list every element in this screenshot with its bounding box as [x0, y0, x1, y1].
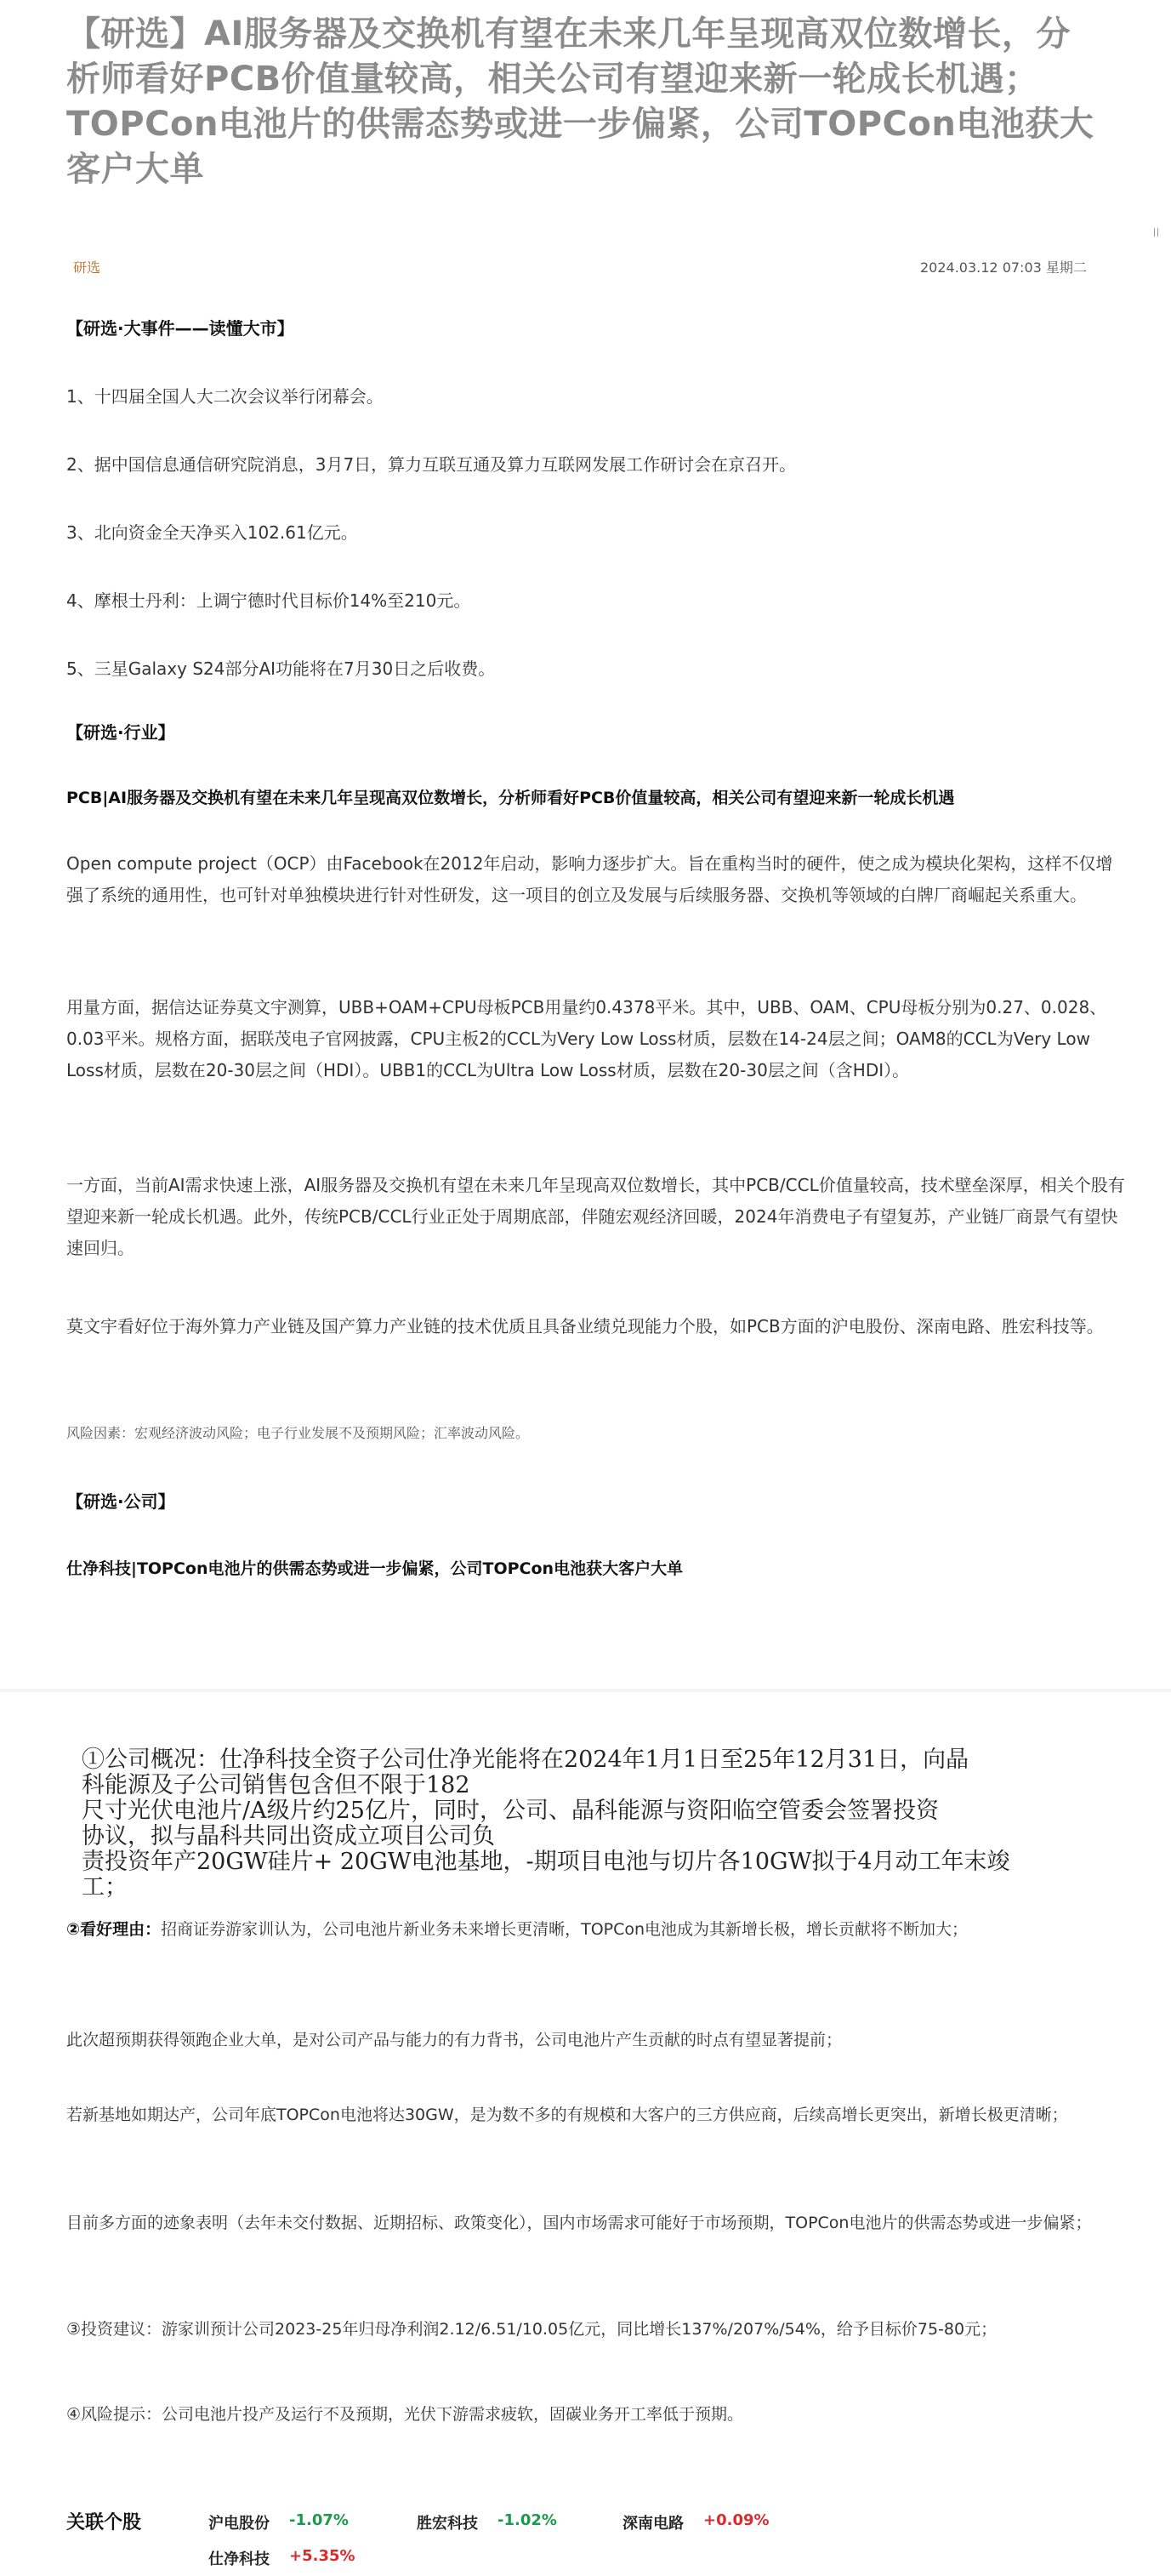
company-paragraph: 若新基地如期达产，公司年底TOPCon电池将达30GW，是为数不多的有规模和大客户的三方供应商，后续高增长更突出，新增长极更清晰；	[66, 2106, 1068, 2124]
company-paragraph: 目前多方面的迹象表明（去年未交付数据、近期招标、政策变化），国内市场需求可能好于市场预期，TOPCon电池片的供需态势或进一步偏紧；	[66, 2214, 1092, 2232]
risk-note: 风险因素：宏观经济波动风险；电子行业发展不及预期风险；汇率波动风险。	[66, 1425, 530, 1441]
section-heading-industry: 【研选·行业】	[66, 722, 175, 743]
stock-change-shijing: +5.35%	[289, 2547, 355, 2565]
industry-subtitle: PCB|AI服务器及交换机有望在未来几年呈现高双位数增长，分析师看好PCB价值量较高，相关公司有望迎来新一轮成长机遇	[66, 789, 955, 807]
event-item: 3、北向资金全天净买入102.61亿元。	[66, 522, 358, 543]
article-title: 【研选】AI服务器及交换机有望在未来几年呈现高双位数增长，分析师看好PCB价值量较高，相关公司有望迎来新一轮成长机遇；TOPCon电池片的供需态势或进一步偏紧，公司TOPCon电池获大客户大单	[66, 14, 1094, 189]
article-date: 2024.03.12 07:03 星期二	[920, 259, 1087, 276]
investment-advice: ③投资建议：游家训预计公司2023-25年归母净利润2.12/6.51/10.05亿元，同比增长137%/207%/54%，给予目标价75-80元；	[66, 2320, 998, 2339]
company-overview-line: ①公司概况：仕净科技全资子公司仕净光能将在2024年1月1日至25年12月31日，向晶	[82, 1747, 969, 1773]
page-edge-mark	[1154, 228, 1159, 237]
industry-paragraph: 用量方面，据信达证券莫文宇测算，UBB+OAM+CPU母板PCB用量约0.4378平米。其中，UBB、OAM、CPU母板分别为0.27、0.028、0.03平米。规格方面，据联茂电子官网披露，CPU主板2的CCL为Very Low Loss材质，层数在14-24层之间；OAM8的CCL为Very Low Loss材质，层数在20-30层之间（HDI）。UBB1的CCL为Ultra Low Loss材质，层数在20-30层之间（含HDI）。	[66, 997, 1107, 1080]
company-overview-line: 工；	[82, 1874, 128, 1901]
stock-name-shijing[interactable]: 仕净科技	[208, 2550, 270, 2568]
stock-change-shennan: +0.09%	[703, 2511, 770, 2529]
article-source[interactable]: 研选	[73, 259, 101, 276]
stock-name-shennan[interactable]: 深南电路	[622, 2515, 684, 2533]
event-item: 5、三星Galaxy S24部分AI功能将在7月30日之后收费。	[66, 658, 496, 679]
stock-name-shenghong[interactable]: 胜宏科技	[417, 2515, 478, 2533]
company-overview-line: 协议，拟与晶科共同出资成立项目公司负	[82, 1823, 495, 1849]
industry-paragraph: 一方面，当前AI需求快速上涨，AI服务器及交换机有望在未来几年呈现高双位数增长，其中PCB/CCL价值量较高，技术壁垒深厚，相关个股有望迎来新一轮成长机遇。此外，传统PCB/CCL行业正处于周期底部，伴随宏观经济回暖，2024年消费电子有望复苏，产业链厂商景气有望快速回归。	[66, 1175, 1125, 1258]
risk-hint: ④风险提示：公司电池片投产及运行不及预期，光伏下游需求疲软，固碳业务开工率低于预期。	[66, 2405, 744, 2424]
section-divider	[0, 1689, 1171, 1692]
event-item: 4、摩根士丹利：上调宁德时代目标价14%至210元。	[66, 590, 471, 611]
company-paragraph: 此次超预期获得领跑企业大单，是对公司产品与能力的有力背书，公司电池片产生贡献的时点有望显著提前；	[66, 2031, 843, 2049]
event-item: 1、十四届全国人大二次会议举行闭幕会。	[66, 386, 384, 407]
stock-change-hudian: -1.07%	[289, 2511, 349, 2529]
company-overview-line: 尺寸光伏电池片/A级片约25亿片，同时，公司、晶科能源与资阳临空管委会签署投资	[82, 1798, 939, 1824]
stock-name-hudian[interactable]: 沪电股份	[208, 2515, 270, 2533]
section-heading-events: 【研选·大事件——读懂大市】	[66, 318, 294, 339]
reason-paragraph	[66, 1914, 1129, 1946]
stock-change-shenghong: -1.02%	[497, 2511, 557, 2529]
company-overview-line: 科能源及子公司销售包含但不限于182	[82, 1772, 470, 1798]
section-heading-company: 【研选·公司】	[66, 1491, 175, 1512]
reason-text: 招商证券游家训认为，公司电池片新业务未来增长更清晰，TOPCon电池成为其新增长极，增长贡献将不断加大；	[161, 1920, 969, 1939]
event-item: 2、据中国信息通信研究院消息，3月7日，算力互联互通及算力互联网发展工作研讨会在京召开。	[66, 454, 797, 475]
reason-label: ②看好理由：	[66, 1920, 162, 1939]
industry-paragraph: Open compute project（OCP）由Facebook在2012年启动，影响力逐步扩大。旨在重构当时的硬件，使之成为模块化架构，这样不仅增强了系统的通用性，也可针对单独模块进行针对性研发，这一项目的创立及发展与后续服务器、交换机等领域的白牌厂商崛起关系重大。	[66, 853, 1113, 905]
industry-paragraph: 莫文宇看好位于海外算力产业链及国产算力产业链的技术优质且具备业绩兑现能力个股，如PCB方面的沪电股份、深南电路、胜宏科技等。	[66, 1316, 1104, 1336]
company-subtitle: 仕净科技|TOPCon电池片的供需态势或进一步偏紧，公司TOPCon电池获大客户大单	[66, 1559, 684, 1578]
company-overview-line: 责投资年产20GW硅片+ 20GW电池基地，-期项目电池与切片各10GW拟于4月动工年末竣	[82, 1849, 1010, 1875]
related-stocks-title: 关联个股	[66, 2512, 142, 2533]
